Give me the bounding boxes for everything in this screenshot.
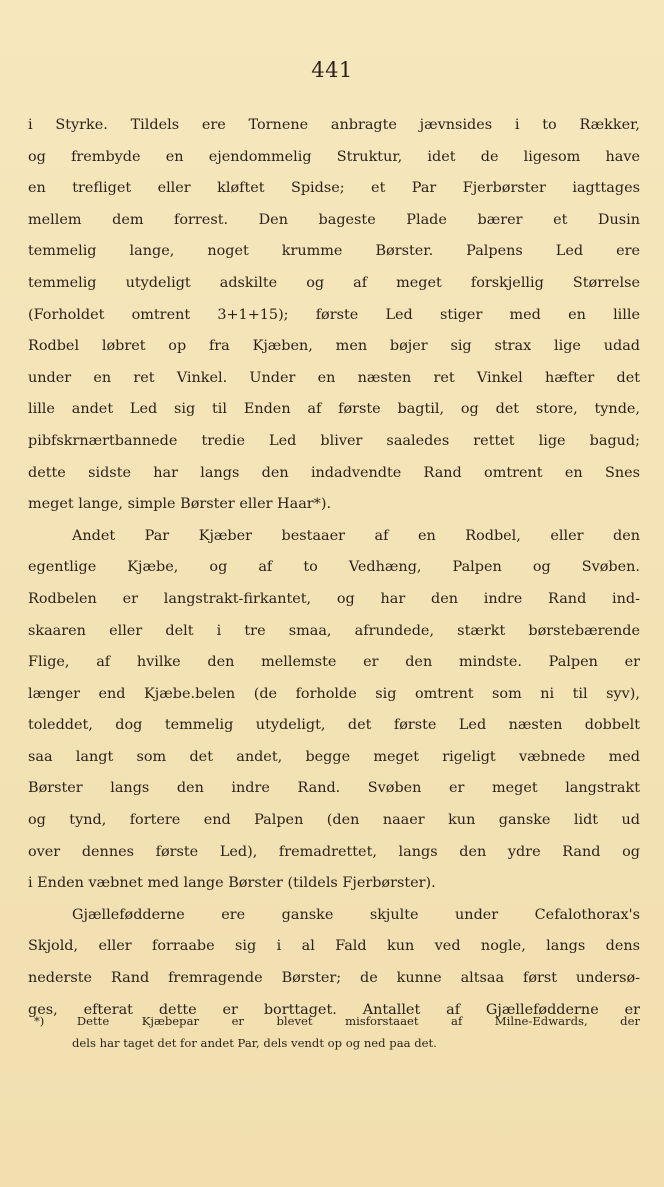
text-line: meget lange, simple Børster eller Haar*). [28, 496, 332, 513]
text-line: i Enden væbnet med lange Børster (tildels Fjerbørster). [28, 875, 436, 892]
page-number: 441 [311, 58, 353, 82]
body-text [28, 110, 640, 1026]
text-line: i Styrke. Tildels ere Tornene anbragte jævnsides i to Rækker, [28, 117, 640, 133]
footnote-line: dels har taget det for andet Par, dels vendt op og ned paa det. [72, 1036, 437, 1050]
text-line: egentlige Kjæbe, og af to Vedhæng, Palpen og Svøben. [28, 559, 640, 576]
text-line: nederste Rand fremragende Børster; de kunne altsaa først undersø- [28, 970, 640, 987]
footnote-line: *) Dette Kjæbepar er blevet misforstaaet af Milne-Edwards, der [34, 1014, 640, 1028]
text-line: længer end Kjæbe.belen (de forholde sig omtrent som ni til syv), [28, 685, 640, 702]
text-line: temmelig utydeligt adskilte og af meget forskjellig Størrelse [28, 274, 640, 291]
text-line: og frembyde en ejendommelig Struktur, idet de ligesom have [28, 148, 640, 165]
text-line: Rodbel løbret op fra Kjæben, men bøjer sig strax lige udad [28, 338, 640, 355]
text-line: mellem dem forrest. Den bageste Plade bærer et Dusin [28, 211, 640, 228]
text-line: Gjællefødderne ere ganske skjulte under Cefalothorax's [72, 906, 640, 923]
text-line: dette sidste har langs den indadvendte Rand omtrent en Snes [28, 464, 640, 481]
text-line: ges, efterat dette er borttaget. Antallet af Gjællefødderne er [28, 1001, 640, 1018]
text-line: temmelig lange, noget krumme Børster. Palpens Led ere [28, 243, 640, 260]
text-line: skaaren eller delt i tre smaa, afrundede, stærkt børstebærende [28, 622, 640, 639]
text-line: pibfskrnærtbannede tredie Led bliver saaledes rettet lige bagud; [28, 432, 640, 449]
text-line: Skjold, eller forraabe sig i al Fald kun ved nogle, langs dens [28, 938, 640, 955]
text-line: (Forholdet omtrent 3+1+15); første Led stiger med en lille [28, 306, 640, 323]
text-line: Flige, af hvilke den mellemste er den mindste. Palpen er [28, 654, 640, 671]
text-line: en trefliget eller kløftet Spidse; et Par Fjerbørster iagttages [28, 180, 640, 197]
text-line: under en ret Vinkel. Under en næsten ret Vinkel hæfter det [28, 369, 640, 386]
text-line: toleddet, dog temmelig utydeligt, det første Led næsten dobbelt [28, 717, 640, 734]
text-line: over dennes første Led), fremadrettet, langs den ydre Rand og [28, 843, 640, 860]
text-line: og tynd, fortere end Palpen (den naaer kun ganske lidt ud [28, 812, 640, 829]
text-line: Rodbelen er langstrakt-firkantet, og har den indre Rand ind- [28, 590, 640, 607]
text-line: Børster langs den indre Rand. Svøben er meget langstrakt [28, 780, 640, 797]
footnotes [34, 1010, 640, 1054]
text-line: Andet Par Kjæber bestaaer af en Rodbel, eller den [72, 527, 640, 544]
text-line: saa langt som det andet, begge meget rigeligt væbnede med [28, 748, 640, 765]
text-line: lille andet Led sig til Enden af første bagtil, og det store, tynde, [28, 401, 640, 418]
